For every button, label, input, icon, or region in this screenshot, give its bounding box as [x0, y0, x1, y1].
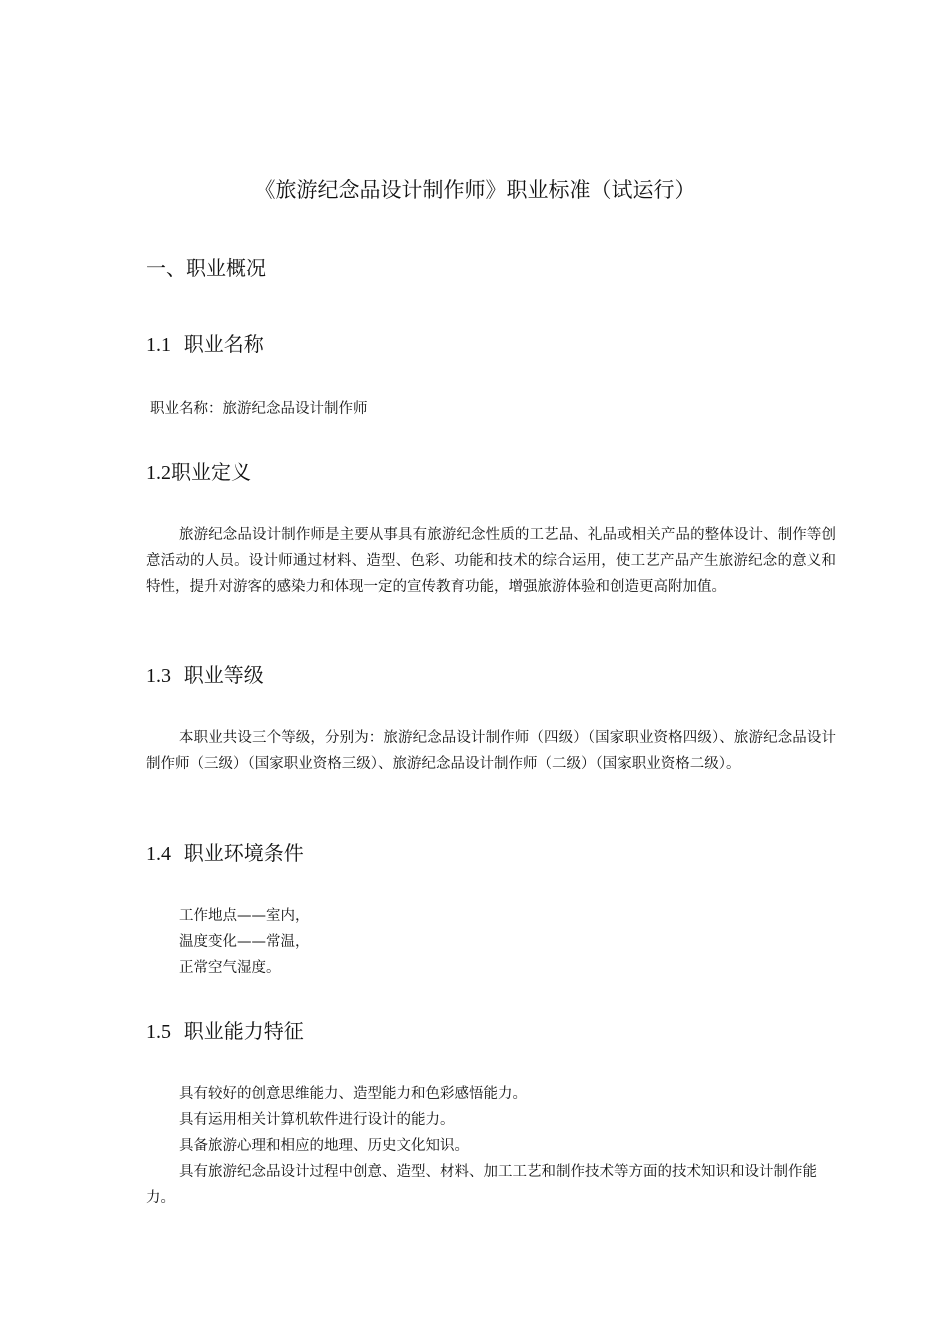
- list-item: 温度变化——常温，: [179, 934, 310, 950]
- list-item: 具备旅游心理和相应的地理、历史文化知识。: [179, 1138, 469, 1154]
- section-heading-1-5: [146, 1017, 304, 1046]
- section-label: 职业名称: [183, 332, 264, 356]
- section-label: 职业等级: [183, 663, 264, 687]
- section-label: 职业环境条件: [183, 841, 304, 865]
- occupation-name-text: 职业名称：旅游纪念品设计制作师: [150, 401, 368, 417]
- section-number: 1.3: [146, 665, 171, 687]
- list-item: 具有旅游纪念品设计过程中创意、造型、材料、加工工艺和制作技术等方面的技术知识和设计制作能力。: [146, 1164, 817, 1206]
- list-item: 具有较好的创意思维能力、造型能力和色彩感悟能力。: [179, 1086, 527, 1102]
- section-number: 1.1: [146, 334, 171, 356]
- section-heading-1-1: [146, 330, 264, 359]
- section-number: 1.4: [146, 843, 171, 865]
- occupation-definition-text: 旅游纪念品设计制作师是主要从事具有旅游纪念性质的工艺品、礼品或相关产品的整体设计、制作等创意活动的人员。设计师通过材料、造型、色彩、功能和技术的综合运用，使工艺产品产生旅游纪念的意义和特性，提升对游客的感染力和体现一定的宣传教育功能，增强旅游体验和创造更高附加值。: [146, 527, 836, 595]
- section-number: 1.2: [146, 462, 171, 484]
- list-item: 工作地点——室内，: [179, 908, 310, 924]
- environment-conditions-list: [146, 903, 836, 981]
- section-heading-overview: 一、职业概况: [146, 256, 266, 280]
- section-heading-1-4: [146, 839, 304, 868]
- document-title: 《旅游纪念品设计制作师》职业标准（试运行）: [254, 178, 696, 202]
- section-heading-1-3: [146, 661, 264, 690]
- list-item: 正常空气湿度。: [179, 960, 281, 976]
- section-label: 职业定义: [171, 460, 251, 484]
- section-heading-1-2: [146, 458, 251, 487]
- ability-features-list: [146, 1081, 836, 1211]
- section-number: 1.5: [146, 1021, 171, 1043]
- list-item: 具有运用相关计算机软件进行设计的能力。: [179, 1112, 455, 1128]
- section-label: 职业能力特征: [183, 1019, 304, 1043]
- occupation-levels-text: 本职业共设三个等级，分别为：旅游纪念品设计制作师（四级）（国家职业资格四级）、旅游纪念品设计制作师（三级）（国家职业资格三级）、旅游纪念品设计制作师（二级）（国家职业资格二级）。: [146, 730, 836, 772]
